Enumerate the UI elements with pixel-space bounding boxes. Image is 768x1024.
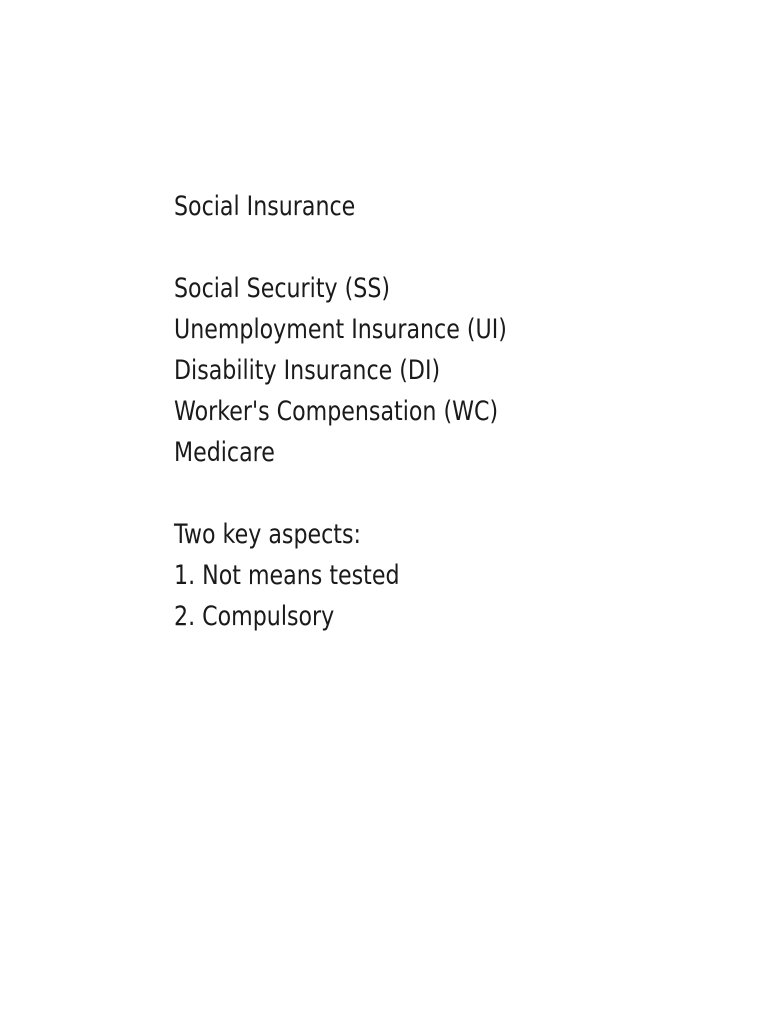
program-item: Disability Insurance (DI) [174, 355, 441, 386]
slide-text-block [174, 186, 507, 637]
blank-line [174, 473, 507, 514]
aspect-item: 2. Compulsory [174, 601, 335, 632]
aspect-item: 1. Not means tested [174, 560, 400, 591]
aspects-heading: Two key aspects: [174, 519, 361, 550]
blank-line [174, 227, 507, 268]
program-item: Medicare [174, 437, 275, 468]
program-item: Worker's Compensation (WC) [174, 396, 499, 427]
document-title: Social Insurance [174, 191, 356, 222]
program-item: Unemployment Insurance (UI) [174, 314, 507, 345]
program-item: Social Security (SS) [174, 273, 391, 304]
